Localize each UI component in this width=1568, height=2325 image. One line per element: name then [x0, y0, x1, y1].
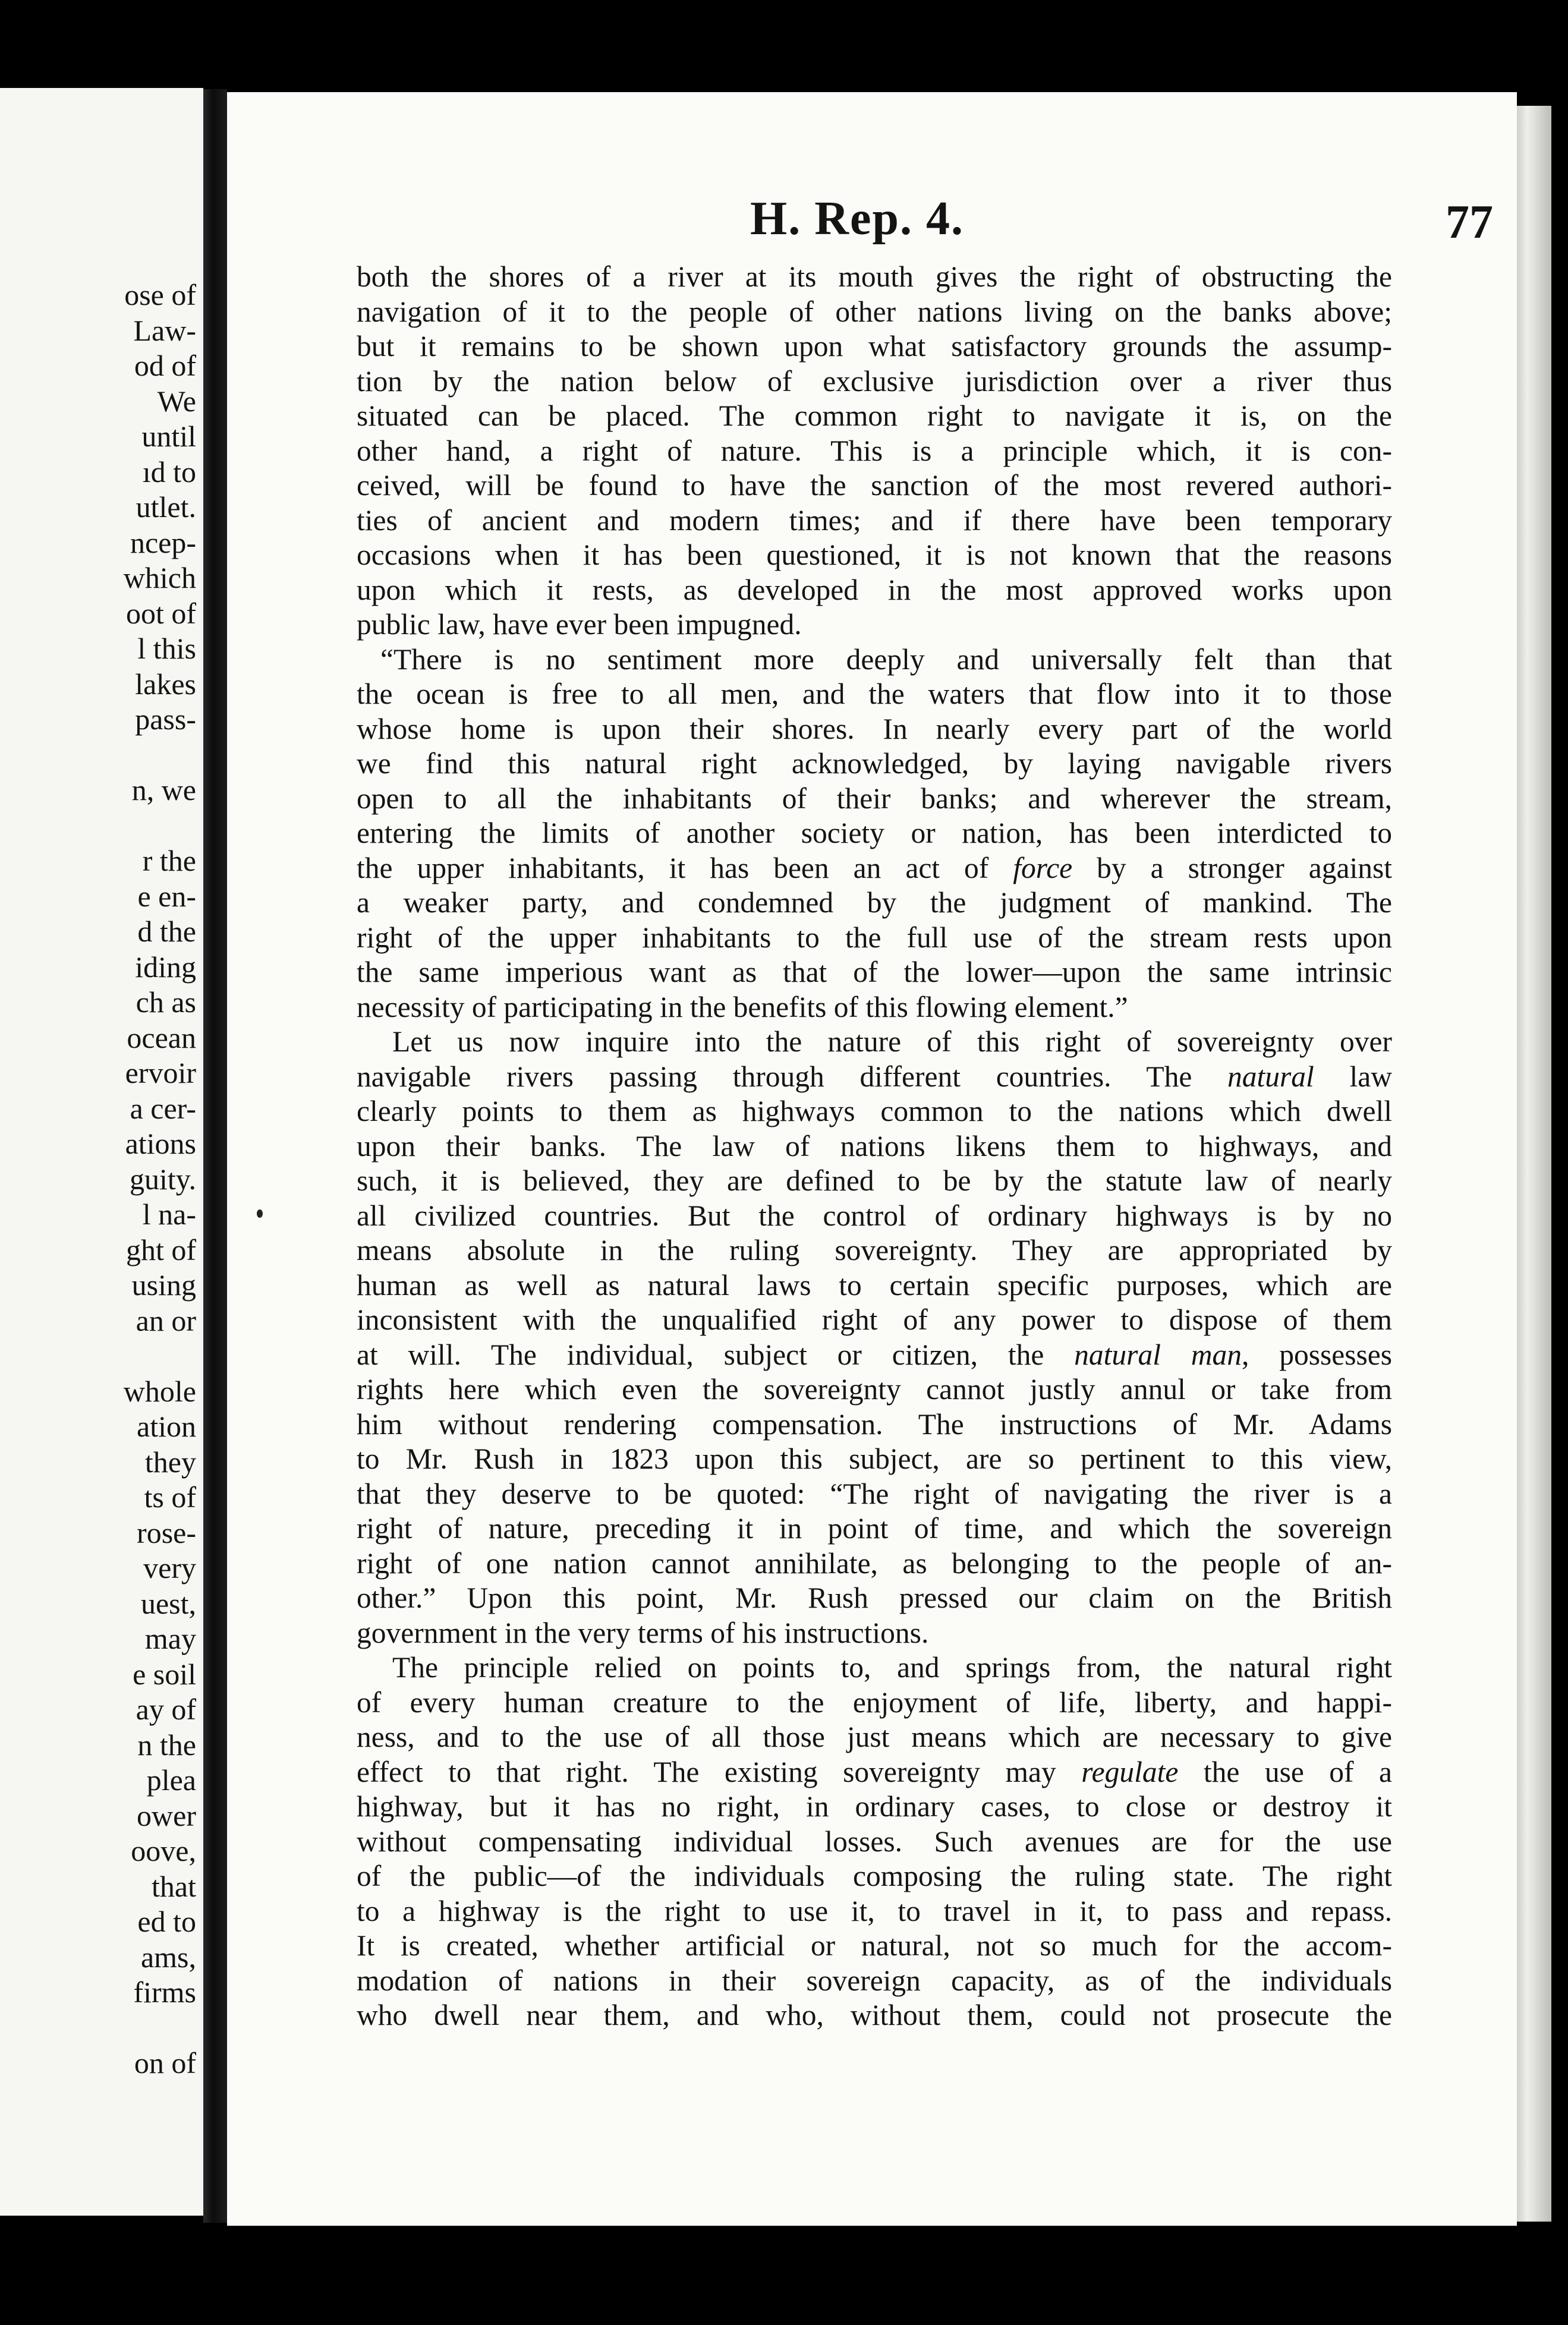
left-page-fragment: e soil	[133, 1657, 196, 1691]
text-segment: at will. The individual, subject or citizen, the	[357, 1338, 1044, 1371]
text-line: other.” Upon this point, Mr. Rush pressed our claim on the British	[357, 1581, 1392, 1614]
text-line: Let us now inquire into the nature of this right of sovereignty over	[392, 1025, 1392, 1058]
left-page-fragment: lakes	[135, 667, 196, 701]
page-number: 77	[1446, 196, 1493, 248]
left-page-fragment: pass-	[135, 702, 196, 736]
left-page-fragment: l na-	[142, 1198, 196, 1231]
text-line: such, it is believed, they are defined to be by the statute law of nearly	[357, 1164, 1392, 1197]
left-page-fragment: oove,	[131, 1834, 196, 1867]
left-page-fragment: that	[152, 1869, 196, 1903]
text-line: right of nature, preceding it in point of time, and which the sovereign	[357, 1512, 1392, 1545]
left-page-fragment: ation	[137, 1410, 196, 1443]
left-page-fragment: ams,	[140, 1940, 196, 1974]
left-page-fragment: they	[144, 1445, 196, 1479]
italic-text: natural	[1227, 1060, 1314, 1093]
text-line: means absolute in the ruling sovereignty. They are appropriated by	[357, 1234, 1392, 1267]
left-page-fragment: using	[131, 1268, 196, 1302]
left-page-fragment: ocean	[127, 1020, 196, 1054]
text-line: necessity of participating in the benefits of this flowing element.”	[357, 990, 1128, 1023]
text-line: to a highway is the right to use it, to travel in it, to pass and repass.	[357, 1894, 1392, 1927]
text-line: the ocean is free to all men, and the waters that flow into it to those	[357, 678, 1392, 710]
running-title: H. Rep. 4.	[750, 193, 964, 245]
text-segment: effect to that right. The existing sovereignty may	[357, 1755, 1056, 1788]
text-line: human as well as natural laws to certain specific purposes, which are	[357, 1268, 1392, 1302]
text-line: ties of ancient and modern times; and if there have been temporary	[357, 503, 1392, 537]
text-line	[357, 1060, 1392, 1095]
paragraph-3	[357, 1025, 1392, 1650]
text-line: tion by the nation below of exclusive jurisdiction over a river thus	[357, 364, 1392, 398]
text-line: of every human creature to the enjoyment of life, liberty, and happi-	[357, 1686, 1392, 1719]
text-line: navigation of it to the people of other nations living on the banks above;	[357, 295, 1392, 328]
text-segment: , possesses	[1242, 1338, 1392, 1371]
text-line: without compensating individual losses. Such avenues are for the use	[357, 1825, 1392, 1858]
text-line: highway, but it has no right, in ordinary cases, to close or destroy it	[357, 1790, 1392, 1823]
left-page-fragment: plea	[146, 1763, 196, 1797]
text-line: him without rendering compensation. The instructions of Mr. Adams	[357, 1407, 1392, 1441]
text-line: a weaker party, and condemned by the judgment of mankind. The	[357, 886, 1392, 919]
left-page-fragment: which	[123, 561, 196, 594]
left-page-fragment: iding	[135, 950, 196, 984]
text-line: to Mr. Rush in 1823 upon this subject, are so pertinent to this view,	[357, 1442, 1392, 1475]
left-page-fragment: ght of	[125, 1233, 196, 1267]
left-page-fragment: ıd to	[142, 455, 196, 489]
left-page-fragment: n the	[137, 1728, 196, 1762]
left-page-fragment: firms	[133, 1976, 196, 2009]
text-segment: by a stronger against	[1072, 851, 1393, 884]
left-page-fragment: whole	[123, 1374, 196, 1408]
text-line: ceived, will be found to have the sanction of the most revered authori-	[357, 469, 1392, 502]
left-page-fragment: ay of	[136, 1693, 196, 1726]
left-page-fragment: ervoir	[125, 1056, 196, 1089]
left-page-fragment: an or	[136, 1303, 196, 1337]
document-page	[227, 92, 1517, 2226]
left-page-fragment: ts of	[144, 1480, 196, 1514]
text-line: modation of nations in their sovereign capacity, as of the individuals	[357, 1964, 1392, 1997]
left-page-fragment: Law-	[133, 313, 196, 347]
text-line: entering the limits of another society or nation, has been interdicted to	[357, 817, 1392, 849]
text-line: rights here which even the sovereignty cannot justly annul or take from	[357, 1373, 1392, 1406]
text-line: of the public—of the individuals composing the ruling state. The right	[357, 1860, 1392, 1892]
text-line: “There is no sentiment more deeply and universally felt than that	[380, 642, 1392, 676]
left-page-fragment: ower	[137, 1798, 196, 1832]
left-page-fragment: on of	[134, 2046, 196, 2080]
paragraph-4	[357, 1650, 1392, 2033]
text-segment: the use of a	[1178, 1755, 1392, 1788]
left-page-fragment: ations	[125, 1127, 196, 1160]
book-gutter	[203, 89, 227, 2223]
text-segment: navigable rivers passing through different countries. The	[357, 1060, 1192, 1093]
paragraph-2	[357, 642, 1392, 1025]
left-page-fragment: n, we	[131, 773, 196, 806]
left-page-fragment: We	[157, 384, 196, 418]
left-page-fragment: ed to	[137, 1905, 196, 1938]
italic-text: natural man	[1074, 1338, 1242, 1371]
text-line: right of the upper inhabitants to the full use of the stream rests upon	[357, 921, 1392, 954]
italic-text: force	[1013, 851, 1073, 884]
left-page-fragment: very	[143, 1551, 196, 1584]
text-segment: law	[1314, 1060, 1392, 1093]
left-page-fragment: uest,	[140, 1586, 196, 1620]
left-facing-page	[0, 88, 203, 2216]
left-page-fragment: r the	[142, 844, 196, 877]
text-line: whose home is upon their shores. In nearly every part of the world	[357, 712, 1392, 745]
text-line: we find this natural right acknowledged, by laying navigable rivers	[357, 747, 1392, 780]
text-line: inconsistent with the unqualified right of any power to dispose of them	[357, 1303, 1392, 1336]
left-page-fragment: ose of	[124, 278, 196, 311]
text-line: open to all the inhabitants of their banks; and wherever the stream,	[357, 782, 1392, 815]
text-line: government in the very terms of his instructions.	[357, 1616, 929, 1649]
text-segment: the upper inhabitants, it has been an act of	[357, 851, 989, 884]
text-line: public law, have ever been impugned.	[357, 608, 802, 641]
left-page-fragment: guity.	[129, 1162, 196, 1196]
text-line: other hand, a right of nature. This is a principle which, it is con-	[357, 434, 1392, 467]
left-page-fragment: a cer-	[130, 1091, 196, 1125]
text-line: but it remains to be shown upon what satisfactory grounds the assump-	[357, 330, 1392, 363]
left-page-fragment: until	[141, 420, 196, 453]
body-text	[357, 260, 1392, 2033]
left-page-fragment: utlet.	[136, 490, 196, 524]
paper-speck	[257, 1209, 263, 1218]
left-page-fragment: od of	[134, 349, 196, 382]
left-page-fragment: ncep-	[130, 525, 196, 559]
text-line: all civilized countries. But the control of ordinary highways is by no	[357, 1199, 1392, 1232]
text-line	[357, 851, 1392, 886]
left-page-fragment: ch as	[136, 985, 196, 1019]
text-line: upon which it rests, as developed in the most approved works upon	[357, 573, 1392, 606]
text-line: occasions when it has been questioned, it is not known that the reasons	[357, 538, 1392, 571]
paragraph-1	[357, 260, 1392, 642]
page-edge	[1517, 106, 1551, 2222]
text-line: that they deserve to be quoted: “The right of navigating the river is a	[357, 1477, 1392, 1510]
text-line: who dwell near them, and who, without them, could not prosecute the	[357, 1999, 1392, 2031]
text-line: It is created, whether artificial or natural, not so much for the accom-	[357, 1929, 1392, 1962]
text-line	[357, 1755, 1392, 1790]
text-line: both the shores of a river at its mouth gives the right of obstructing the	[357, 260, 1392, 293]
text-line: right of one nation cannot annihilate, as belonging to the people of an-	[357, 1546, 1392, 1580]
left-page-fragment: oot of	[125, 596, 196, 630]
text-line: ness, and to the use of all those just means which are necessary to give	[357, 1721, 1392, 1753]
text-line: The principle relied on points to, and springs from, the natural right	[392, 1651, 1392, 1684]
text-line	[357, 1338, 1392, 1373]
text-line: the same imperious want as that of the lower—upon the same intrinsic	[357, 956, 1392, 988]
left-page-fragment: d the	[137, 915, 196, 948]
left-page-fragment: l this	[137, 632, 196, 665]
left-page-fragment: e en-	[137, 879, 196, 913]
left-page-fragment: rose-	[137, 1516, 196, 1549]
italic-text: regulate	[1081, 1755, 1179, 1788]
running-head	[227, 192, 1517, 257]
text-line: upon their banks. The law of nations likens them to highways, and	[357, 1129, 1392, 1162]
text-line: clearly points to them as highways common to the nations which dwell	[357, 1095, 1392, 1127]
left-page-fragment: may	[144, 1622, 196, 1655]
text-line: situated can be placed. The common right to navigate it is, on the	[357, 399, 1392, 432]
